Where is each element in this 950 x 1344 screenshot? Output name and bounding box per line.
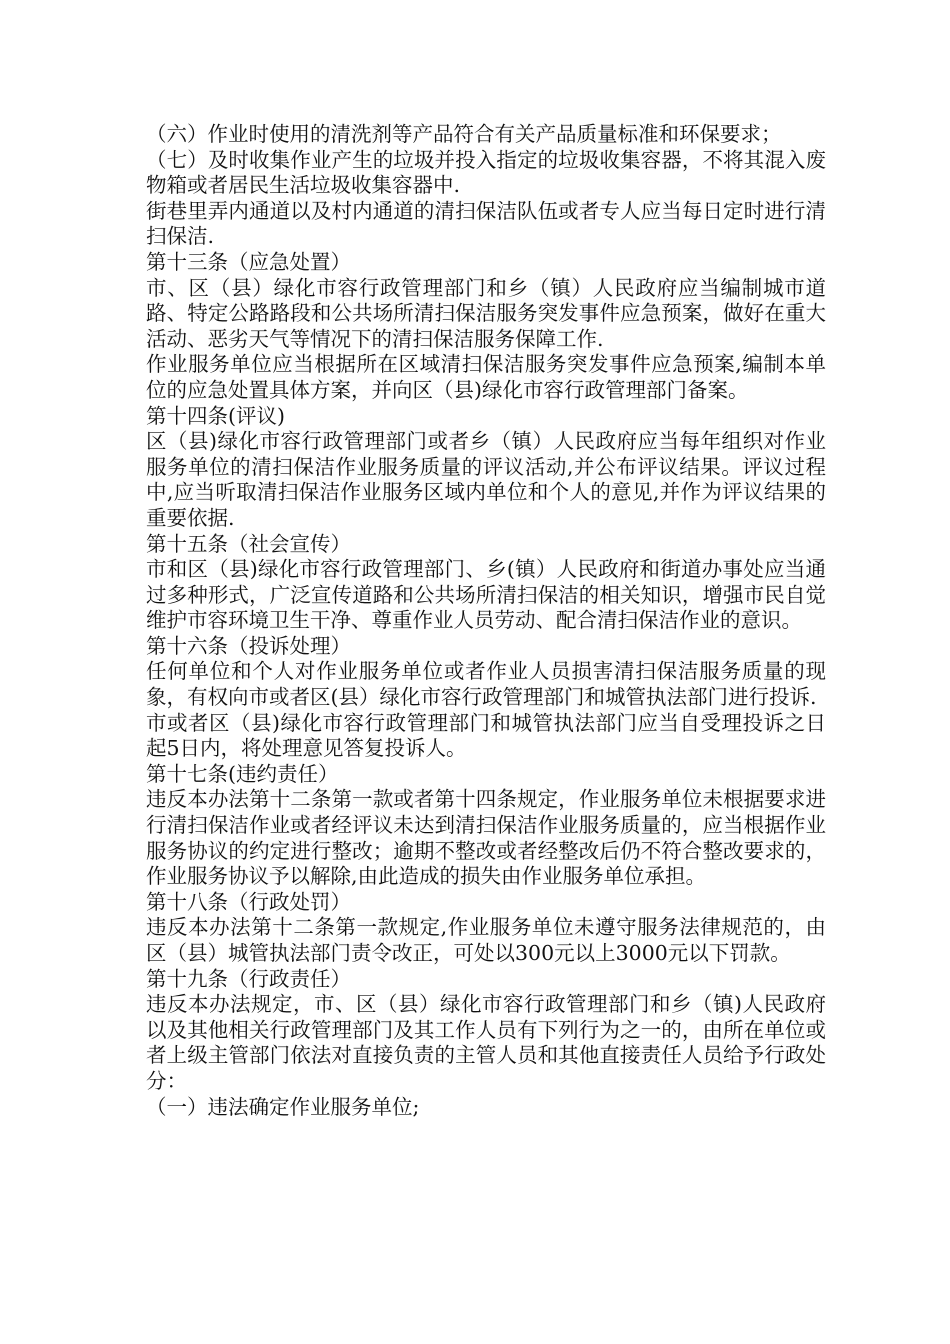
document-body [146, 122, 826, 1120]
article-14-paragraph: 区（县)绿化市容行政管理部门或者乡（镇）人民政府应当每年组织对作业服务单位的清扫保洁作业服务质量的评议活动,并公布评议结果。评议过程中,应当听取清扫保洁作业服务区域内单位和个人的意见,并作为评议结果的重要依据. [146, 429, 826, 530]
article-16-paragraph-1: 任何单位和个人对作业服务单位或者作业人员损害清扫保洁服务质量的现象，有权向市或者区(县）绿化市容行政管理部门和城管执法部门进行投诉. [146, 659, 826, 710]
article-14-heading: 第十四条(评议) [146, 403, 285, 428]
article-13-paragraph-2: 作业服务单位应当根据所在区域清扫保洁服务突发事件应急预案,编制本单位的应急处置具体方案，并向区（县)绿化市容行政管理部门备案。 [146, 352, 826, 402]
article-16-paragraph-2: 市或者区（县)绿化市容行政管理部门和城管执法部门应当自受理投诉之日起5日内，将处理意见答复投诉人。 [146, 710, 826, 761]
paragraph-item-7: （七）及时收集作业产生的垃圾并投入指定的垃圾收集容器，不将其混入废物箱或者居民生活垃圾收集容器中. [146, 147, 826, 198]
article-13-paragraph-1: 市、区（县）绿化市容行政管理部门和乡（镇）人民政府应当编制城市道路、特定公路路段和公共场所清扫保洁服务突发事件应急预案，做好在重大活动、恶劣天气等情况下的清扫保洁服务保障工作. [146, 275, 826, 351]
paragraph-lane-cleaning: 街巷里弄内通道以及村内通道的清扫保洁队伍或者专人应当每日定时进行清扫保洁. [146, 198, 826, 249]
article-13-heading: 第十三条（应急处置） [146, 249, 351, 274]
article-19-item-1: （一）违法确定作业服务单位; [146, 1094, 420, 1119]
article-18-heading: 第十八条（行政处罚） [146, 889, 351, 914]
article-15-paragraph: 市和区（县)绿化市容行政管理部门、乡(镇）人民政府和街道办事处应当通过多种形式，广泛宣传道路和公共场所清扫保洁的相关知识，增强市民自觉维护市容环境卫生干净、尊重作业人员劳动、配合清扫保洁作业的意识。 [146, 557, 826, 633]
article-17-paragraph: 违反本办法第十二条第一款或者第十四条规定，作业服务单位未根据要求进行清扫保洁作业或者经评议未达到清扫保洁作业服务质量的，应当根据作业服务协议的约定进行整改；逾期不整改或者经整改后仍不符合整改要求的，作业服务协议予以解除,由此造成的损失由作业服务单位承担。 [146, 787, 826, 889]
article-19-heading: 第十九条（行政责任） [146, 966, 351, 991]
paragraph-item-6: （六）作业时使用的清洗剂等产品符合有关产品质量标准和环保要求； [146, 122, 782, 146]
article-16-heading: 第十六条（投诉处理） [146, 633, 351, 658]
article-19-paragraph: 违反本办法规定，市、区（县）绿化市容行政管理部门和乡（镇)人民政府以及其他相关行政管理部门及其工作人员有下列行为之一的，由所在单位或者上级主管部门依法对直接负责的主管人员和其他直接责任人员给予行政处分： [146, 992, 826, 1093]
article-18-paragraph: 违反本办法第十二条第一款规定,作业服务单位未遵守服务法律规范的，由区（县）城管执法部门责令改正，可处以300元以上3000元以下罚款。 [146, 915, 826, 965]
article-17-heading: 第十七条(违约责任） [146, 761, 339, 786]
article-15-heading: 第十五条（社会宣传） [146, 531, 351, 556]
